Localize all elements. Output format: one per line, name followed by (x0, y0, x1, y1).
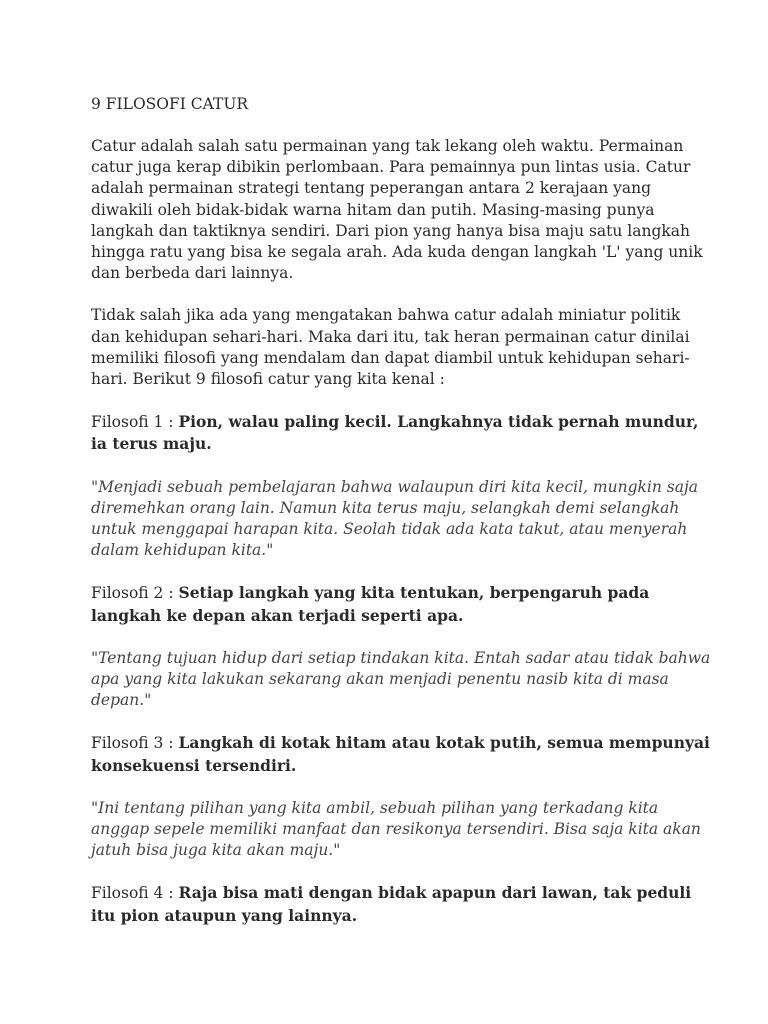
document-page (91, 94, 711, 948)
philosophy-4 (91, 882, 711, 926)
philosophy-quote: "Tentang tujuan hidup dari setiap tindakan kita. Entah sadar atau tidak bahwa apa yang kita lakukan sekarang akan menjadi penentu nasib kita di masa depan." (91, 648, 711, 710)
philosophy-quote: "Menjadi sebuah pembelajaran bahwa walaupun diri kita kecil, mungkin saja diremehkan orang lain. Namun kita terus maju, selangkah demi selangkah untuk menggapai harapan kita. Seolah tidak ada kata takut, atau menyerah dalam kehidupan kita." (91, 477, 698, 560)
philosophy-statement: Langkah di kotak hitam atau kotak putih, semua mempunyai konsekuensi tersendiri. (91, 733, 710, 775)
philosophy-3 (91, 732, 711, 861)
document-title: 9 FILOSOFI CATUR (91, 95, 249, 113)
philosophy-heading (91, 732, 711, 776)
philosophy-statement: Pion, walau paling kecil. Langkahnya tidak pernah mundur, ia terus maju. (91, 412, 699, 454)
intro-paragraph-2: Tidak salah jika ada yang mengatakan bahwa catur adalah miniatur politik dan kehidupan sehari-hari. Maka dari itu, tak heran permainan catur dinilai memiliki filosofi yang mendalam dan dapat diambil untuk kehidupan sehari-hari. Berikut 9 filosofi catur yang kita kenal : (91, 306, 690, 389)
philosophy-2 (91, 582, 711, 711)
philosophy-label: Filosofi 1 : (91, 413, 179, 432)
philosophy-statement: Setiap langkah yang kita tentukan, berpengaruh pada langkah ke depan akan terjadi seperti apa. (91, 583, 650, 625)
philosophy-quote: "Ini tentang pilihan yang kita ambil, sebuah pilihan yang terkadang kita anggap sepele memiliki manfaat dan resikonya tersendiri. Bisa saja kita akan jatuh bisa juga kita akan maju." (91, 798, 701, 860)
philosophy-statement: Raja bisa mati dengan bidak apapun dari lawan, tak peduli itu pion ataupun yang lainnya. (91, 883, 692, 925)
philosophy-heading (91, 582, 711, 626)
philosophy-1 (91, 411, 711, 561)
philosophy-label: Filosofi 2 : (91, 584, 179, 603)
philosophy-heading (91, 411, 711, 455)
intro-paragraph-1: Catur adalah salah satu permainan yang tak lekang oleh waktu. Permainan catur juga kerap dibikin perlombaan. Para pemainnya pun lintas usia. Catur adalah permainan strategi tentang peperangan antara 2 kerajaan yang diwakili oleh bidak-bidak warna hitam dan putih. Masing-masing punya langkah dan taktiknya sendiri. Dari pion yang hanya bisa maju satu langkah hingga ratu yang bisa ke segala arah. Ada kuda dengan langkah 'L' yang unik dan berbeda dari lainnya. (91, 137, 703, 283)
philosophy-label: Filosofi 4 : (91, 884, 179, 903)
philosophy-heading (91, 882, 711, 926)
philosophy-label: Filosofi 3 : (91, 734, 179, 753)
